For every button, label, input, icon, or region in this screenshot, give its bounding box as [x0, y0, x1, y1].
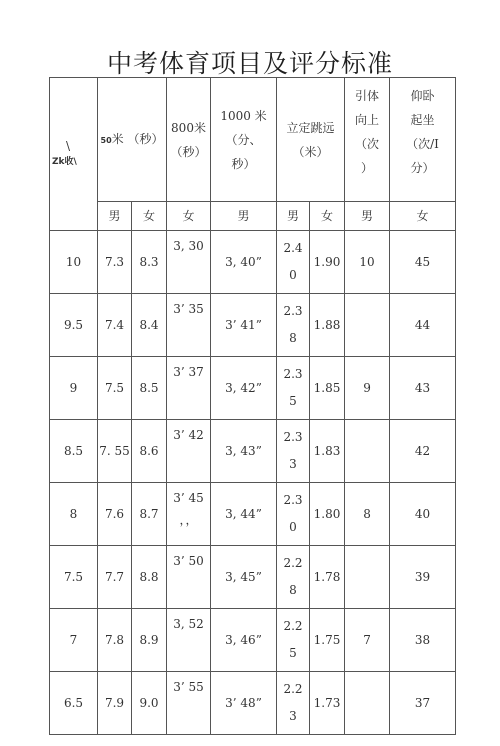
- subheader-pullup-male: 男: [345, 202, 390, 231]
- jump-female-cell: 1.73: [310, 672, 345, 735]
- pullup-male-cell: [345, 420, 390, 483]
- m50-female-cell: 9.0: [132, 672, 167, 735]
- situp-female-cell: 44: [390, 294, 456, 357]
- table-row: [50, 357, 456, 420]
- m800-female-cell-text: 3’ 42: [173, 428, 204, 442]
- situp-female-cell: 45: [390, 231, 456, 294]
- page-title: 中考体育项目及评分标准: [106, 49, 393, 78]
- m50-male-cell: 7.4: [98, 294, 132, 357]
- m50-female-cell: 8.3: [132, 231, 167, 294]
- jump-male-cell-text: 2.4 0: [283, 241, 303, 282]
- score-cell: 7: [50, 609, 98, 672]
- m1000-male-cell: 3, 43”: [211, 420, 277, 483]
- jump-female-cell: 1.83: [310, 420, 345, 483]
- m800-female-cell-text: 3’ 37: [173, 365, 204, 379]
- table-row: [50, 231, 456, 294]
- m50-male-cell: 7.6: [98, 483, 132, 546]
- jump-male-cell: [277, 294, 310, 357]
- score-cell: 8.5: [50, 420, 98, 483]
- m800-female-cell: [167, 672, 211, 735]
- corner-label: Zk收\: [52, 157, 77, 167]
- m50-male-cell: 7.5: [98, 357, 132, 420]
- m1000-male-cell: 3, 44”: [211, 483, 277, 546]
- subheader-1000m-male: 男: [211, 202, 277, 231]
- m1000-male-cell: 3’ 48”: [211, 672, 277, 735]
- jump-male-cell: [277, 672, 310, 735]
- m800-female-cell-text: 3, 52: [173, 617, 204, 631]
- jump-male-cell: [277, 231, 310, 294]
- header-50m-prefix: 50: [100, 135, 112, 145]
- pullup-male-cell: 10: [345, 231, 390, 294]
- subheader-situp-female: 女: [390, 202, 456, 231]
- table-row: [50, 609, 456, 672]
- score-cell: 9.5: [50, 294, 98, 357]
- header-row: [50, 78, 456, 202]
- jump-male-cell-text: 2.2 5: [283, 619, 303, 660]
- subheader-jump-male: 男: [277, 202, 310, 231]
- situp-female-cell: 42: [390, 420, 456, 483]
- m50-male-cell: 7.9: [98, 672, 132, 735]
- m800-female-cell-text: 3’ 50: [173, 554, 204, 568]
- score-cell: 7.5: [50, 546, 98, 609]
- table-row: [50, 483, 456, 546]
- m800-female-cell: [167, 609, 211, 672]
- m800-female-cell-text: 3’ 45 ，，: [173, 491, 204, 527]
- subheader-50m-male: 男: [98, 202, 132, 231]
- m800-female-cell: [167, 483, 211, 546]
- jump-male-cell: [277, 609, 310, 672]
- score-cell: 8: [50, 483, 98, 546]
- jump-female-cell: 1.85: [310, 357, 345, 420]
- jump-male-cell: [277, 546, 310, 609]
- scoring-table: [49, 77, 456, 735]
- pullup-male-cell: [345, 294, 390, 357]
- header-situp: 仰卧 起坐 （次/I 分）: [390, 78, 456, 202]
- jump-male-cell-text: 2.3 0: [283, 493, 303, 534]
- table-row: [50, 672, 456, 735]
- jump-female-cell: 1.88: [310, 294, 345, 357]
- header-long-jump: 立定跳远 （米）: [277, 78, 345, 202]
- jump-male-cell-text: 2.3 5: [283, 367, 303, 408]
- jump-female-cell: 1.90: [310, 231, 345, 294]
- pullup-male-cell: 7: [345, 609, 390, 672]
- m1000-male-cell: 3, 46”: [211, 609, 277, 672]
- m50-female-cell: 8.9: [132, 609, 167, 672]
- header-1000m: 1000 米 （分、 秒）: [211, 78, 277, 202]
- m50-female-cell: 8.8: [132, 546, 167, 609]
- jump-female-cell: 1.75: [310, 609, 345, 672]
- table-row: [50, 420, 456, 483]
- jump-female-cell: 1.80: [310, 483, 345, 546]
- jump-male-cell: [277, 483, 310, 546]
- jump-male-cell-text: 2.3 3: [283, 430, 303, 471]
- jump-male-cell-text: 2.2 3: [283, 682, 303, 723]
- m800-female-cell: [167, 294, 211, 357]
- situp-female-cell: 38: [390, 609, 456, 672]
- header-pullup: 引体 向上 （次 ）: [345, 78, 390, 202]
- jump-female-cell: 1.78: [310, 546, 345, 609]
- pullup-male-cell: [345, 546, 390, 609]
- subheader-jump-female: 女: [310, 202, 345, 231]
- jump-male-cell: [277, 357, 310, 420]
- m800-female-cell-text: 3’ 35: [173, 302, 204, 316]
- m800-female-cell-text: 3, 30: [173, 239, 204, 253]
- table-row: [50, 546, 456, 609]
- corner-slash: \: [66, 139, 71, 153]
- subheader-50m-female: 女: [132, 202, 167, 231]
- situp-female-cell: 39: [390, 546, 456, 609]
- header-50m: [98, 78, 167, 202]
- table-row: [50, 294, 456, 357]
- m1000-male-cell: 3, 45”: [211, 546, 277, 609]
- m50-female-cell: 8.6: [132, 420, 167, 483]
- jump-male-cell-text: 2.3 8: [283, 304, 303, 345]
- m800-female-cell-text: 3’ 55: [173, 680, 204, 694]
- situp-female-cell: 43: [390, 357, 456, 420]
- m50-male-cell: 7.3: [98, 231, 132, 294]
- score-cell: 10: [50, 231, 98, 294]
- pullup-male-cell: 9: [345, 357, 390, 420]
- m50-female-cell: 8.4: [132, 294, 167, 357]
- jump-male-cell: [277, 420, 310, 483]
- m1000-male-cell: 3, 42”: [211, 357, 277, 420]
- subheader-800m-female: 女: [167, 202, 211, 231]
- score-cell: 9: [50, 357, 98, 420]
- header-50m-label: 米 （秒）: [111, 131, 164, 146]
- m50-female-cell: 8.7: [132, 483, 167, 546]
- m800-female-cell: [167, 546, 211, 609]
- m50-female-cell: 8.5: [132, 357, 167, 420]
- score-cell: 6.5: [50, 672, 98, 735]
- m50-male-cell: 7. 55: [98, 420, 132, 483]
- jump-male-cell-text: 2.2 8: [283, 556, 303, 597]
- m1000-male-cell: 3’ 41”: [211, 294, 277, 357]
- situp-female-cell: 40: [390, 483, 456, 546]
- m1000-male-cell: 3, 40”: [211, 231, 277, 294]
- m800-female-cell: [167, 357, 211, 420]
- m50-male-cell: 7.7: [98, 546, 132, 609]
- pullup-male-cell: [345, 672, 390, 735]
- situp-female-cell: 37: [390, 672, 456, 735]
- m800-female-cell: [167, 231, 211, 294]
- corner-header-cell: [50, 78, 98, 231]
- m50-male-cell: 7.8: [98, 609, 132, 672]
- m800-female-cell: [167, 420, 211, 483]
- subheader-row: [50, 202, 456, 231]
- pullup-male-cell: 8: [345, 483, 390, 546]
- header-800m: 800米 （秒）: [167, 78, 211, 202]
